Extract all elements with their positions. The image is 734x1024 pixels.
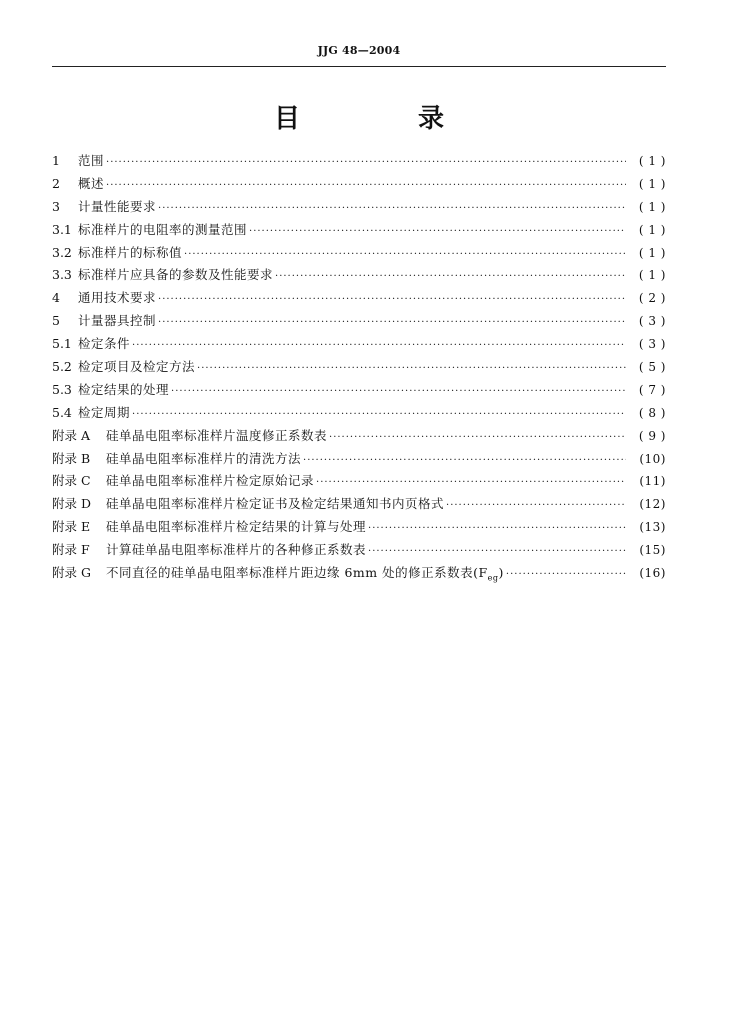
toc-entry-page: ( 7 )	[638, 382, 666, 397]
toc-leader-dots	[316, 472, 626, 495]
toc-entry[interactable]	[52, 379, 666, 402]
toc-entry-number: 附录 E	[52, 519, 91, 535]
toc-entry-title: 标准样片的电阻率的测量范围	[78, 221, 248, 237]
toc-entry-title-tail: )	[498, 565, 504, 581]
toc-entry[interactable]	[52, 356, 666, 379]
toc-entry-title	[104, 562, 504, 590]
toc-entry-number: 3	[52, 198, 60, 214]
toc-leader-dots	[329, 427, 626, 450]
toc-leader-dots	[106, 152, 626, 175]
toc-leader-dots	[171, 381, 626, 404]
toc-entry[interactable]	[52, 402, 666, 425]
toc-entry-title: 硅单晶电阻率标准样片检定原始记录	[106, 473, 315, 489]
toc-entry-number: 5.2	[52, 359, 72, 375]
toc-entry-number: 附录 D	[52, 496, 91, 512]
toc-entry[interactable]	[52, 196, 666, 219]
toc-entry-number: 附录 F	[52, 542, 90, 558]
toc-entry-title: 硅单晶电阻率标准样片的清洗方法	[106, 450, 302, 466]
toc-entry-title: 概述	[78, 175, 105, 191]
toc-leader-dots	[132, 404, 626, 427]
toc-entry[interactable]	[52, 448, 666, 471]
toc-entry-page: ( 5 )	[638, 360, 666, 375]
toc-entry[interactable]	[52, 242, 666, 265]
toc-entry-page: (16)	[639, 566, 666, 581]
toc-entry[interactable]	[52, 264, 666, 287]
toc-entry-title: 计量性能要求	[78, 198, 157, 214]
toc-entry-number: 附录 C	[52, 473, 91, 489]
toc-entry-page: (11)	[639, 474, 666, 489]
toc-entry-page: (12)	[639, 497, 666, 512]
toc-entry-number: 3.2	[52, 244, 72, 260]
toc-leader-dots	[249, 221, 626, 244]
toc-entry[interactable]	[52, 425, 666, 448]
toc-entry[interactable]	[52, 539, 666, 562]
toc-leader-dots	[158, 289, 626, 312]
toc-entry-number: 5.1	[52, 336, 72, 352]
toc-entry-page: ( 1 )	[638, 154, 666, 168]
toc-entry-page: ( 1 )	[638, 268, 666, 283]
toc-entry[interactable]	[52, 173, 666, 196]
toc-entry[interactable]	[52, 150, 666, 173]
toc-entry-number: 附录 G	[52, 565, 91, 581]
toc-entry-title: 范围	[78, 153, 105, 168]
toc-entry[interactable]	[52, 287, 666, 310]
toc-entry-page: ( 1 )	[638, 199, 666, 214]
toc-entry-page: (10)	[639, 451, 666, 466]
toc-entry-title: 硅单晶电阻率标准样片检定证书及检定结果通知书内页格式	[106, 496, 445, 512]
toc-entry-title: 标准样片应具备的参数及性能要求	[78, 267, 274, 283]
toc-leader-dots	[446, 495, 626, 518]
toc-entry-title: 硅单晶电阻率标准样片检定结果的计算与处理	[106, 519, 367, 535]
toc-leader-dots	[368, 518, 626, 541]
toc-leader-dots	[303, 450, 626, 473]
toc-entry-title: 检定条件	[78, 336, 131, 352]
toc-entry-page: ( 8 )	[638, 405, 666, 420]
toc-leader-dots	[275, 266, 626, 289]
toc-entry-title: 检定项目及检定方法	[78, 359, 196, 375]
toc-entry[interactable]	[52, 310, 666, 333]
toc-entry-page: (13)	[639, 520, 666, 535]
toc-entry-page: ( 2 )	[638, 291, 666, 306]
table-of-contents	[52, 150, 666, 585]
toc-entry-number: 附录 B	[52, 450, 91, 466]
toc-entry-number: 3.1	[52, 221, 72, 237]
toc-entry-title: 硅单晶电阻率标准样片温度修正系数表	[106, 427, 328, 443]
header-rule	[52, 66, 666, 67]
toc-entry-number: 4	[52, 290, 60, 306]
toc-entry[interactable]	[52, 470, 666, 493]
toc-entry-page: ( 1 )	[638, 222, 666, 237]
running-header: JJG 48—2004	[317, 44, 401, 57]
toc-entry-title: 计算硅单晶电阻率标准样片的各种修正系数表	[106, 542, 367, 558]
page-title: 目 录	[273, 104, 490, 134]
toc-leader-dots	[158, 198, 626, 221]
toc-entry-page: ( 1 )	[638, 245, 666, 260]
toc-leader-dots	[106, 175, 626, 198]
toc-entry[interactable]	[52, 516, 666, 539]
toc-leader-dots	[368, 541, 626, 564]
toc-entry[interactable]	[52, 333, 666, 356]
toc-entry-title-subscript: eg	[487, 573, 499, 583]
toc-entry-number: 3.3	[52, 267, 72, 283]
toc-leader-dots	[158, 312, 626, 335]
toc-entry-number: 5.3	[52, 381, 72, 397]
toc-entry[interactable]	[52, 562, 666, 585]
toc-entry-number: 5.4	[52, 404, 72, 420]
toc-entry[interactable]	[52, 219, 666, 242]
toc-entry-page: ( 3 )	[638, 314, 666, 329]
toc-entry[interactable]	[52, 493, 666, 516]
toc-entry-title: 标准样片的标称值	[78, 244, 183, 260]
toc-entry-title: 计量器具控制	[78, 313, 157, 329]
toc-entry-title: 检定结果的处理	[78, 381, 170, 397]
toc-entry-page: (15)	[639, 543, 666, 558]
toc-entry-title: 通用技术要求	[78, 290, 157, 306]
toc-leader-dots	[184, 244, 626, 267]
toc-entry-number: 附录 A	[52, 427, 91, 443]
toc-entry-title-main: 不同直径的硅单晶电阻率标准样片距边缘 6mm 处的修正系数表(F	[106, 565, 488, 581]
toc-entry-page: ( 9 )	[638, 428, 666, 443]
toc-entry-number: 5	[52, 313, 60, 329]
toc-entry-title: 检定周期	[78, 404, 131, 420]
toc-leader-dots	[506, 564, 626, 587]
toc-leader-dots	[132, 335, 626, 358]
toc-entry-number: 2	[52, 175, 60, 191]
toc-entry-number: 1	[52, 153, 60, 168]
toc-entry-page: ( 3 )	[638, 337, 666, 352]
toc-entry-page: ( 1 )	[638, 176, 666, 191]
toc-leader-dots	[197, 358, 626, 381]
